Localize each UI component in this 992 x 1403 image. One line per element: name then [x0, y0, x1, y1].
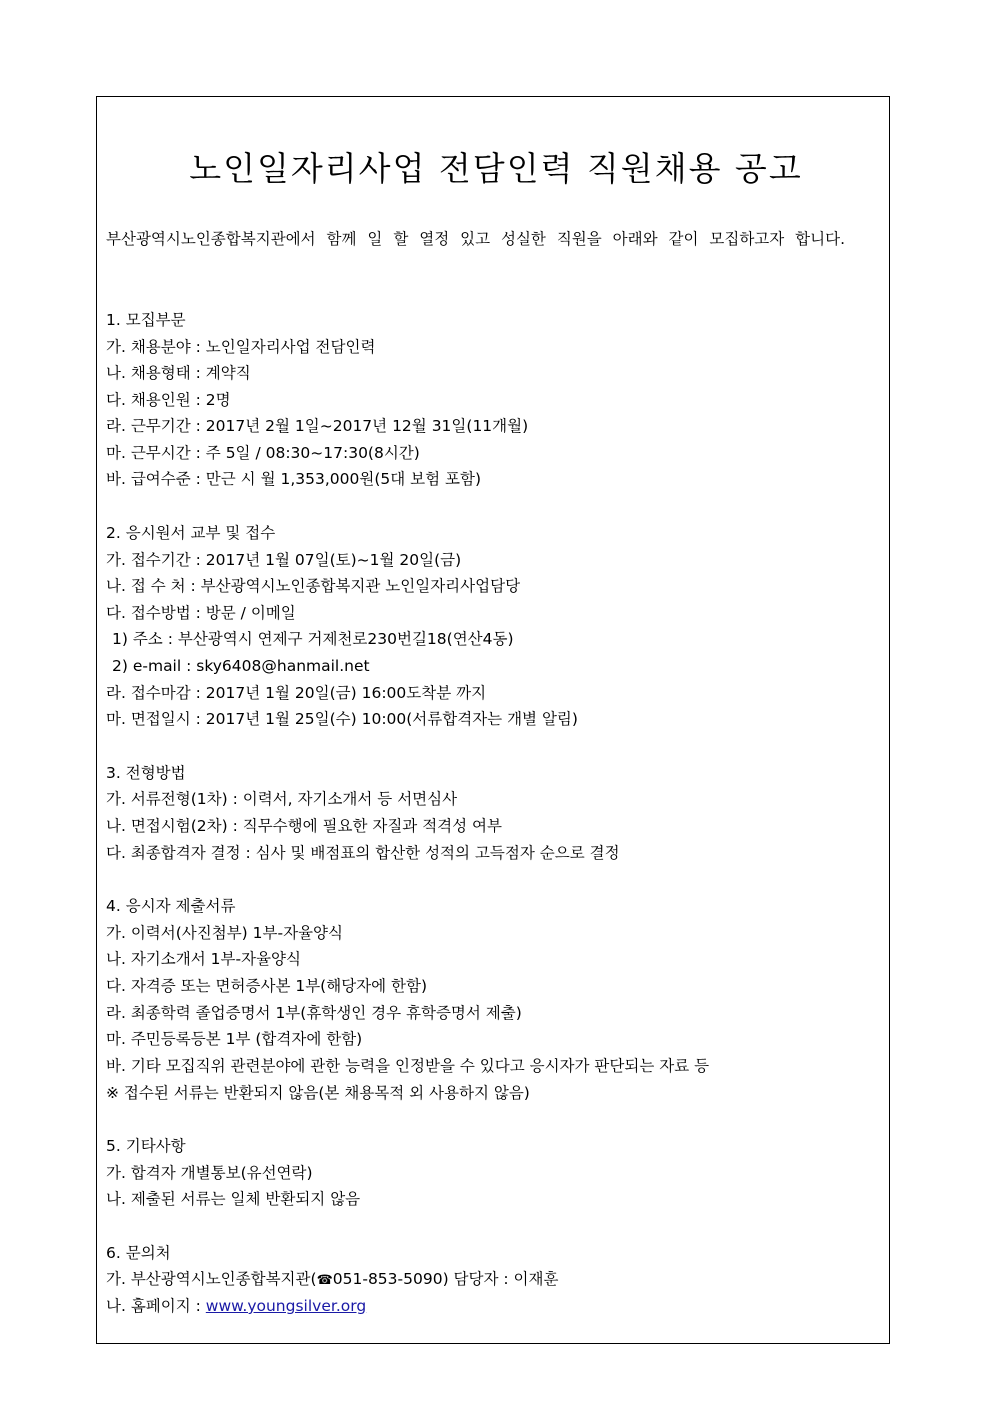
section-3-item-b: 나. 면접시험(2차) : 직무수행에 필요한 자질과 적격성 여부	[106, 817, 503, 835]
homepage-label: 나. 홈페이지 :	[106, 1297, 206, 1315]
section-5-item-a: 가. 합격자 개별통보(유선연락)	[106, 1164, 313, 1182]
section-3-heading: 3. 전형방법	[106, 764, 186, 782]
section-5-heading: 5. 기타사항	[106, 1137, 186, 1155]
section-4-item-a: 가. 이력서(사진첨부) 1부-자율양식	[106, 924, 343, 942]
intro-paragraph: 부산광역시노인종합복지관에서 함께 일 할 열정 있고 성실한 직원을 아래와 같이 모집하고자 합니다.	[106, 230, 846, 248]
section-2-address: 1) 주소 : 부산광역시 연제구 거제천로230번길18(연산4동)	[112, 630, 514, 648]
section-2-item-b: 나. 접 수 처 : 부산광역시노인종합복지관 노인일자리사업담당	[106, 577, 521, 595]
section-2-heading: 2. 응시원서 교부 및 접수	[106, 524, 276, 542]
section-2-item-d: 라. 접수마감 : 2017년 1월 20일(금) 16:00도착분 까지	[106, 684, 487, 702]
section-1-item-a: 가. 채용분야 : 노인일자리사업 전담인력	[106, 338, 376, 356]
section-1-heading: 1. 모집부문	[106, 311, 186, 329]
section-5-item-b: 나. 제출된 서류는 일체 반환되지 않음	[106, 1190, 361, 1208]
section-1-item-d: 라. 근무기간 : 2017년 2월 1일~2017년 12월 31일(11개월)	[106, 417, 529, 435]
homepage-link[interactable]: www.youngsilver.org	[205, 1297, 367, 1315]
section-1-item-e: 마. 근무시간 : 주 5일 / 08:30~17:30(8시간)	[106, 444, 420, 462]
section-6-item-a	[106, 1269, 558, 1291]
section-6-item-b	[106, 1296, 366, 1316]
contact-org: 가. 부산광역시노인종합복지관(	[106, 1270, 317, 1288]
section-3-item-c: 다. 최종합격자 결정 : 심사 및 배점표의 합산한 성적의 고득점자 순으로 결정	[106, 844, 620, 862]
section-4-item-b: 나. 자기소개서 1부-자율양식	[106, 950, 301, 968]
section-3-item-a: 가. 서류전형(1차) : 이력서, 자기소개서 등 서면심사	[106, 790, 458, 808]
section-4-note: ※ 접수된 서류는 반환되지 않음(본 채용목적 외 사용하지 않음)	[106, 1084, 530, 1102]
contact-phone: 051-853-5090) 담당자 : 이재훈	[332, 1270, 559, 1288]
section-1-item-c: 다. 채용인원 : 2명	[106, 391, 231, 409]
section-2-item-a: 가. 접수기간 : 2017년 1월 07일(토)~1월 20일(금)	[106, 551, 462, 569]
telephone-icon: ☎	[316, 1273, 333, 1288]
section-2-item-c: 다. 접수방법 : 방문 / 이메일	[106, 604, 296, 622]
section-4-item-c: 다. 자격증 또는 면허증사본 1부(해당자에 한함)	[106, 977, 428, 995]
section-2-item-e: 마. 면접일시 : 2017년 1월 25일(수) 10:00(서류합격자는 개별 알림)	[106, 710, 578, 728]
section-1-item-f: 바. 급여수준 : 만근 시 월 1,353,000원(5대 보험 포함)	[106, 470, 482, 488]
section-4-item-d: 라. 최종학력 졸업증명서 1부(휴학생인 경우 휴학증명서 제출)	[106, 1004, 522, 1022]
page-title: 노인일자리사업 전담인력 직원채용 공고	[189, 149, 803, 188]
section-1-item-b: 나. 채용형태 : 계약직	[106, 364, 251, 382]
section-4-item-f: 바. 기타 모집직위 관련분야에 관한 능력을 인정받을 수 있다고 응시자가 판단되는 자료 등	[106, 1057, 710, 1075]
section-4-heading: 4. 응시자 제출서류	[106, 897, 236, 915]
section-4-item-e: 마. 주민등록등본 1부 (합격자에 한함)	[106, 1030, 363, 1048]
section-6-heading: 6. 문의처	[106, 1244, 171, 1262]
section-2-email: 2) e-mail : sky6408@hanmail.net	[112, 657, 370, 675]
